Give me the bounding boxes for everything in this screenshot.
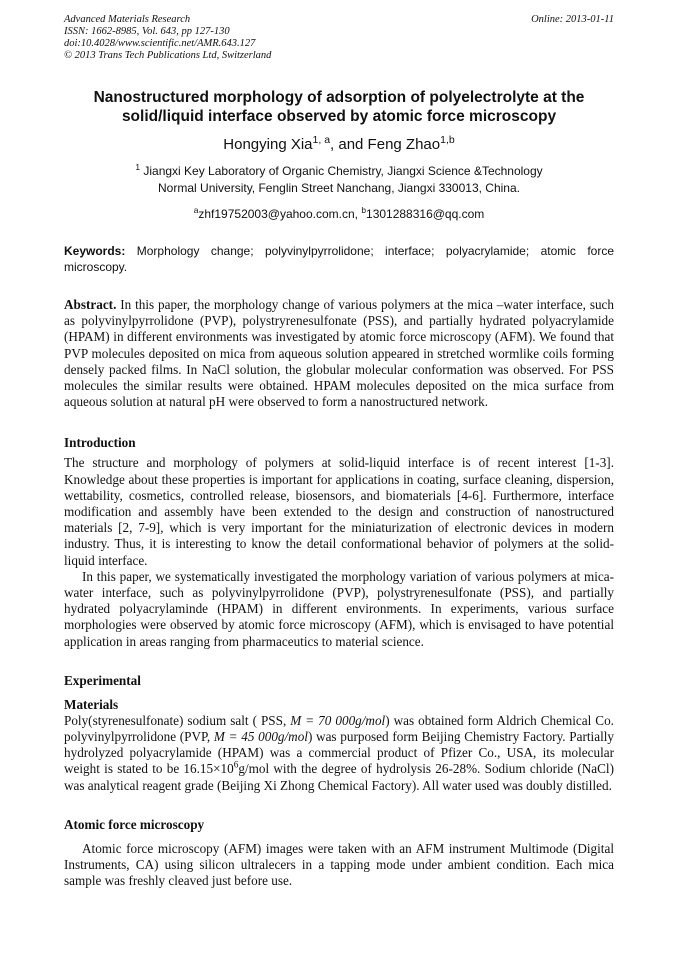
materials-paragraph (64, 713, 614, 794)
materials-text-1: Poly(styrenesulfonate) sodium salt ( PSS, (64, 712, 291, 728)
author-2-name: , and Feng Zhao (330, 136, 441, 153)
title-line-1: Nanostructured morphology of adsorption of polyelectrolyte at the (93, 89, 585, 106)
materials-text-2: ) was obtained form Aldrich Chemical Co. polyvinylpyrrolidone (PVP, (64, 712, 614, 745)
experimental-heading: Experimental (64, 672, 141, 688)
journal-doi: doi:10.4028/www.scientific.net/AMR.643.127 (64, 38, 256, 49)
pss-molar-mass: M = 70 000g/mol (290, 712, 386, 728)
email-b[interactable]: 1301288316@qq.com (366, 207, 485, 221)
materials-text-3: ) was purposed form Beijing Chemistry Factory. Partially hydrolyzed polyacrylamide (HPAM) was a commercial product of Pfizer Co., USA, its molecular weight is stated to be 16.15×10 (64, 729, 614, 777)
keywords-label: Keywords: (64, 244, 126, 258)
journal-copyright: © 2013 Trans Tech Publications Ltd, Switzerland (64, 50, 272, 61)
journal-info (64, 14, 271, 62)
affiliation-line-2: Normal University, Fenglin Street Nanchang, Jiangxi 330013, China. (158, 181, 520, 195)
abstract-label: Abstract. (64, 297, 117, 312)
online-date: Online: 2013-01-11 (531, 14, 614, 25)
journal-name: Advanced Materials Research (64, 14, 191, 25)
affiliation (64, 163, 614, 197)
paper-title (64, 88, 614, 126)
author-list (64, 136, 614, 154)
email-a[interactable]: zhf19752003@yahoo.com.cn, (198, 207, 362, 221)
abstract (64, 297, 614, 410)
title-line-2: solid/liquid interface observed by atomic force microscopy (121, 108, 557, 125)
introduction-paragraph-2: In this paper, we systematically investigated the morphology variation of various polymers at mica-water interface, such as polyvinylpyrrolidone (PVP), polystryrenesulfonate (PSS), and partially hydrated polyacrylaminde (HPAM) in different environments. In experiments, various surface morphologies were observed by atomic force microscopy (AFM), which is envisaged to have potential application in areas ranging from pharmaceutics to material science. (64, 568, 614, 649)
author-1-sup: 1, a (312, 134, 331, 146)
journal-issn: ISSN: 1662-8985, Vol. 643, pp 127-130 (64, 26, 230, 37)
afm-paragraph: Atomic force microscopy (AFM) images were taken with an AFM instrument Multimode (Digital Instruments, CA) using silicon ultralecers in a tapping mode under ambient condition. Each mica sample was freshly cleaved just before use. (64, 840, 614, 889)
email-b-sup: b (361, 205, 367, 215)
exponent-sup: 6 (233, 760, 239, 771)
introduction-paragraph-1: The structure and morphology of polymers at solid-liquid interface is of recent interest [1-3]. Knowledge about these properties is important for applications in coating, surface cleaning, dispersion, wettability, cosmetics, controlled release, biosensors, and biomaterials [4-6]. Furthermore, interface modification and assembly have been extended to the design and construction of nanostructured materials [2, 7-9], which is very important for the miniaturization of electronic devices in modern industry. Thus, it is interesting to know the detail conformational behavior of polymers at the solid-liquid interface. (64, 455, 614, 568)
introduction-heading: Introduction (64, 435, 136, 451)
affiliation-sup: 1 (135, 162, 141, 172)
materials-text-4: g/mol with the degree of hydrolysis 26-28%. Sodium chloride (NaCl) was analytical reagent grade (Beijing Xi Zhong Chemical Factory). All water used was doubly distilled. (64, 761, 614, 793)
email-a-sup: a (193, 205, 199, 215)
afm-heading: Atomic force microscopy (64, 816, 205, 832)
keywords-text: Morphology change; polyvinylpyrrolidone; interface; polyacrylamide; atomic force microscopy. (64, 244, 614, 274)
pvp-molar-mass: M = 45 000g/mol (213, 729, 308, 745)
keywords (64, 243, 614, 275)
affiliation-line-1: Jiangxi Key Laboratory of Organic Chemistry, Jiangxi Science &Technology (140, 164, 543, 178)
author-2-sup: 1,b (440, 134, 455, 146)
materials-heading: Materials (64, 696, 119, 712)
author-emails (64, 207, 614, 222)
abstract-text: In this paper, the morphology change of various polymers at the mica –water interface, such as polyvinylpyrrolidone (PVP), polystryrenesulfonate (PSS), and partially hydrated polyacrylamide (HPAM) in different environments was investigated by atomic force microscopy (AFM). We found that PVP molecules deposited on mica from aqueous solution appeared in stretched wormlike coils forming densely packed films. In NaCl solution, the globular molecular conformation was observed. For PSS molecules the similar results were obtained. HPAM molecules deposited on the mica surface from aqueous solution at natural pH were observed to form a nanostructured network. (64, 297, 614, 410)
journal-header (64, 14, 614, 62)
author-1-name: Hongying Xia (223, 136, 313, 153)
